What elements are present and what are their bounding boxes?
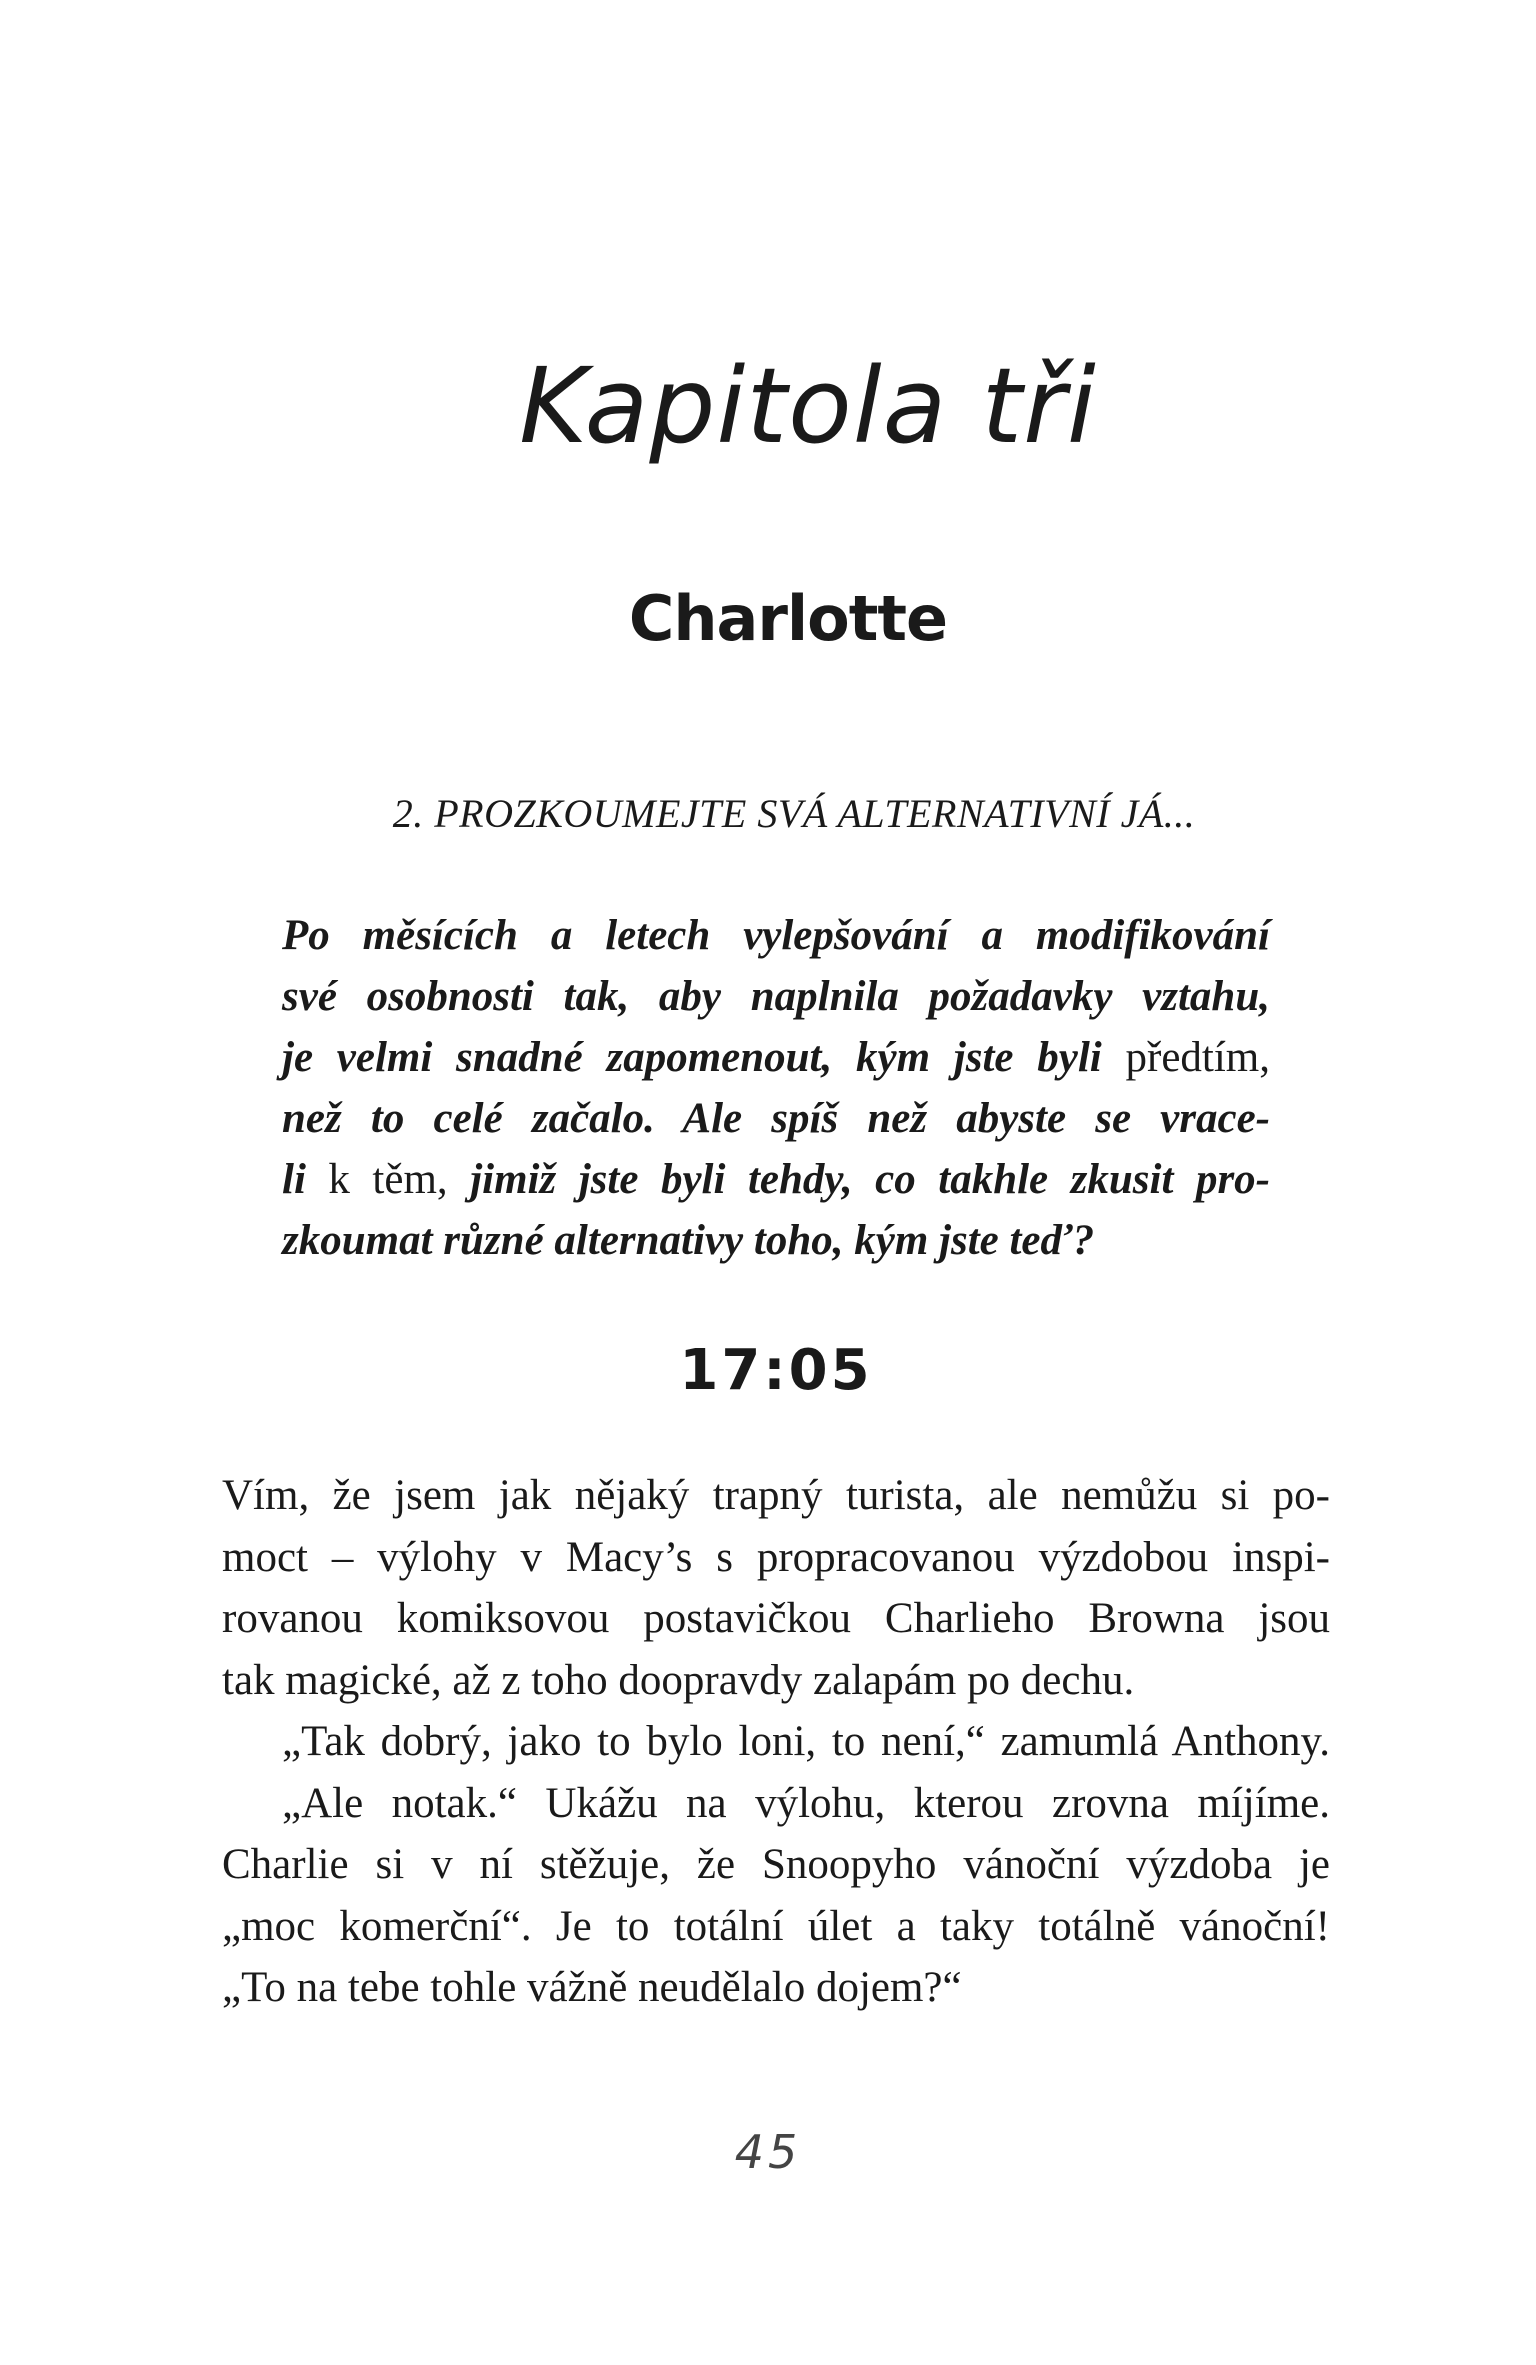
rule-line — [282, 1027, 1270, 1088]
body-line: rovanou komiksovou postavičkou Charlieho Browna jsou — [222, 1595, 1330, 1642]
rule-text-run: k těm, — [305, 1156, 471, 1203]
body-line: moct – výlohy v Macy’s s propracovanou výzdobou inspi- — [222, 1533, 1330, 1581]
rule-line — [282, 1149, 1270, 1210]
time-stamp: 17:05 — [679, 1338, 873, 1403]
body-line: „Ale notak.“ Ukážu na výlohu, kterou zrovna míjíme. — [282, 1779, 1330, 1827]
rule-text-run: Po měsících a letech vylepšování a modifikování — [282, 912, 1270, 959]
rule-line — [282, 1210, 1270, 1271]
body-line: „To na tebe tohle vážně neudělalo dojem?“ — [222, 1964, 962, 2011]
chapter-narrator: Charlotte — [628, 582, 948, 655]
rule-paragraph — [282, 905, 1270, 1271]
rule-line — [282, 966, 1270, 1027]
rule-text-run: předtím, — [1101, 1034, 1270, 1081]
rule-text-run: li — [282, 1156, 306, 1203]
body-line: Vím, že jsem jak nějaký trapný turista, ale nemůžu si po- — [222, 1472, 1330, 1519]
rule-line — [282, 1088, 1270, 1149]
rule-text-run: své osobnosti tak, aby naplnila požadavky vztahu, — [282, 973, 1270, 1020]
body-line: „moc komerční“. Je to totální úlet a taky totálně vánoční! — [222, 1902, 1330, 1950]
body-line: tak magické, až z toho doopravdy zalapám po dechu. — [222, 1656, 1135, 1704]
rule-line — [282, 905, 1270, 966]
rule-text-run: je velmi snadné zapomenout, kým jste byli — [282, 1034, 1102, 1081]
body-paragraph — [222, 1465, 1330, 2019]
rule-text-run: zkoumat různé alternativy toho, kým jste teď? — [282, 1217, 1095, 1264]
rule-text-run: jimiž jste byli tehdy, co takhle zkusit pro- — [470, 1156, 1270, 1203]
body-line: „Tak dobrý, jako to bylo loni, to není,“ zamumlá Anthony. — [282, 1718, 1330, 1765]
body-line: Charlie si v ní stěžuje, že Snoopyho vánoční výzdoba je — [222, 1841, 1330, 1888]
rule-heading: 2. PROZKOUMEJTE SVÁ ALTERNATIVNÍ JÁ... — [392, 791, 1196, 836]
chapter-title: Kapitola tři — [519, 345, 1097, 467]
page-number: 45 — [734, 2125, 802, 2179]
rule-text-run: než to celé začalo. Ale spíš než abyste se vrace- — [282, 1095, 1270, 1142]
